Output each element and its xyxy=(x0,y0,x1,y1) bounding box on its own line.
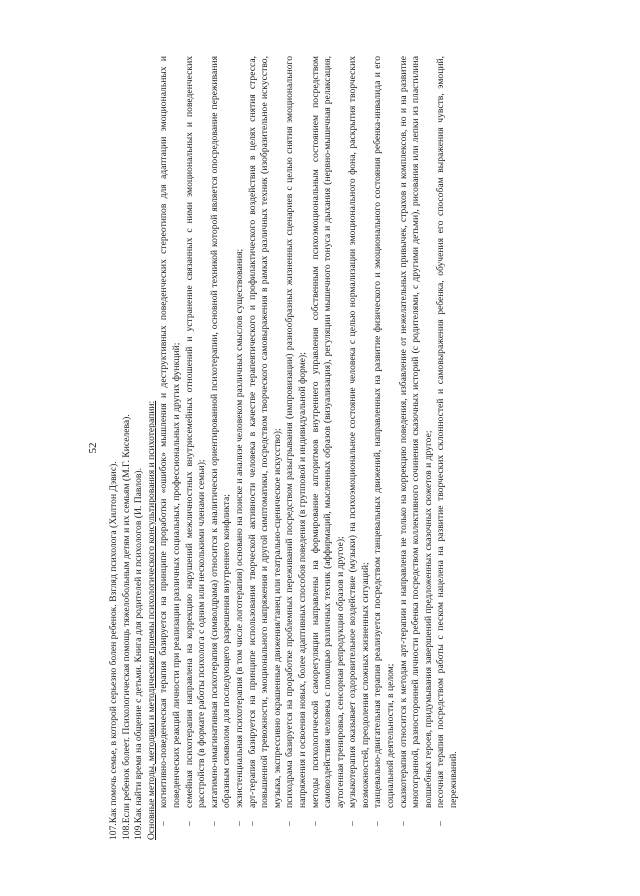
method-item: – сказкотерапия относится к методам арт-терапии и направлена не только на коррекцию поведения, избавление от нежелательных привычек, страхов и комплексов, но и на развитие многогранной, разносторонней личности ребенка посредством коллективного сочинения сказочных историй (с родителями, с другими детьми), рисования или лепки из пластилина волшебных героев, придумывания завершений предложенных сказочных сюжетов и другое; xyxy=(398,56,436,840)
reference-item: 109.Как найти время на общение с детьми. Книга для родителей и психологов (И. Павлов). xyxy=(133,468,145,840)
method-item: – арт-терапия базируется на принципе использования творческой активности человека в качестве терапевтического и профилактического воздействия в целях снятия стресса, повышенной тревожности, эмоционального напряжения и другой симптоматики, посредством творческого самовыражения в рамках различных техник (изобразительное искусство, музыка, экспрессивно окрашенные движения/танец или театрально-сценическое искусство); xyxy=(247,56,285,840)
document-page xyxy=(80,48,560,848)
method-item: – экзистенциальная психотерапия (в том числе логотерапия) основано на поиске и анализе человеком различных смыслов существования; xyxy=(234,56,247,840)
method-item: – психодрама базируется на проработке проблемных переживаний посредством разыгрывания (импровизации) разнообразных жизненных сценариев с целью снятия эмоционального напряжения и освоения новых, более адаптивных способов поведения (в групповой и индивидуальной форме); xyxy=(284,56,309,840)
reference-list xyxy=(108,56,146,840)
methods-list xyxy=(158,56,460,840)
method-item: – семейная психотерапия направлена на коррекцию нарушений межличностных внутрисемейных отношений и устранение связанных с ними эмоциональных и поведенческих расстройств (в формате работы психолога с одним или несколькими членами семьи); xyxy=(184,56,209,840)
method-item: – кататимно-имагинативная психотерапия (символдрама) относится к аналитически ориентированной психотерапии, основной техникой которой является опосредование переживания образным символом для последующего разрешения внутреннего конфликта; xyxy=(209,56,234,840)
method-item: – песочная терапия посредством работы с песком нацелена на развитие творческих склонностей и самовыражения ребенка, обучения его способам выражения чувств, эмоций, переживаний. xyxy=(435,56,460,840)
section-heading: Основные методы, методики и методические приемы психологического консультирования и психотерапии: xyxy=(145,400,157,840)
page-number: 52 xyxy=(87,442,99,454)
method-item: – когнитивно-поведенческая терапия базируется на принципе проработки «ошибок» мышления и деструктивных поведенческих стереотипов для адаптации эмоциональных и поведенческих реакций личности при реализации различных социальных, профессиональных и других функций; xyxy=(158,56,183,840)
method-item: – музыкотерапия оказывает оздоровительное воздействие (музыки) на психоэмоциональное состояние человека с целью нормализации эмоционального фона, раскрытия творческих возможностей, преодоления сложных жизненных ситуаций; xyxy=(347,56,372,840)
method-item: – танцевально-двигательная терапия реализуется посредством танцевальных движений, направленных на развитие физического и эмоционального состояния ребенка-инвалида и его социальной деятельности, в целом; xyxy=(372,56,397,840)
method-item: – методы психологической саморегуляции направлены на формирование алгоритмов внутреннего управления собственным психоэмоциональным состоянием посредством самовоздействия человека с помощью различных техник (аффирмаций, мысленных образов (визуализация), регуляции мышечного тонуса и дыхания (нервно-мышечная релаксация, аутогенная тренировка, сенсорная репродукция образов и другое); xyxy=(310,56,348,840)
reference-item: 107.Как помочь семье, в которой серьезно болен ребенок. Взгляд психолога (Хилтон Дэвис). xyxy=(108,461,119,840)
reference-item: 108.Если ребенок болеет. Психологическая помощь тяжелобольным детям и их семьям (М.Г. Киселева). xyxy=(120,414,132,840)
